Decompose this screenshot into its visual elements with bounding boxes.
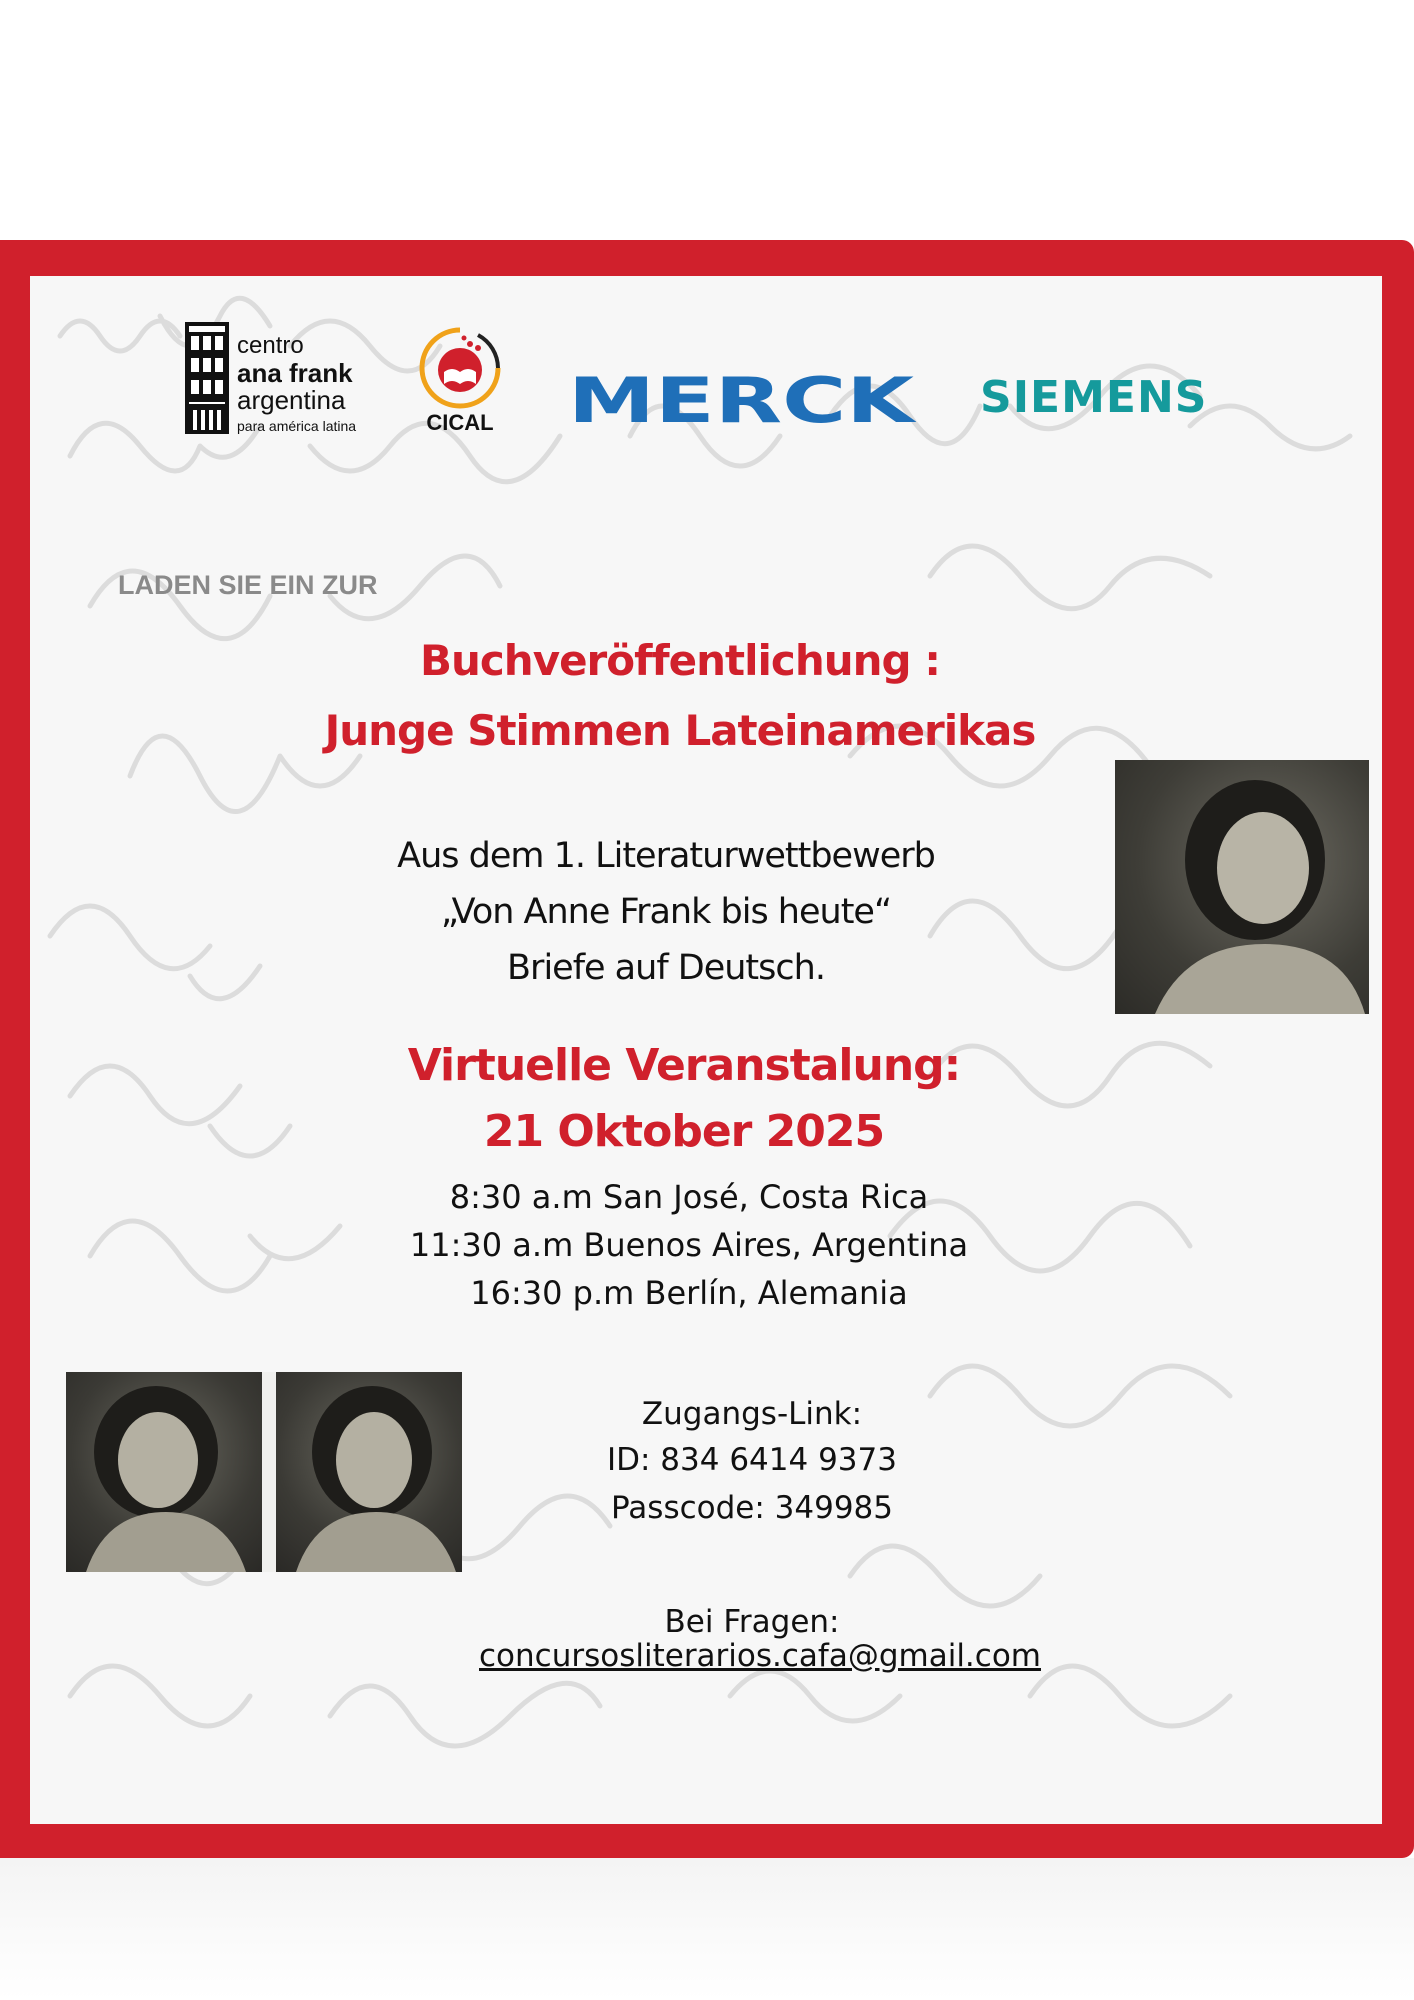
merck-logo-text: MERCK bbox=[568, 370, 916, 430]
competition-line-2: „Von Anne Frank bis heute“ bbox=[440, 892, 892, 932]
logo-line-centro: centro bbox=[237, 332, 304, 359]
invitation-kicker: LADEN SIE EIN ZUR bbox=[118, 570, 378, 600]
bottom-background bbox=[0, 1858, 1414, 2000]
event-time-argentina: 11:30 a.m Buenos Aires, Argentina bbox=[409, 1226, 969, 1264]
competition-line-1: Aus dem 1. Literaturwettbewerb bbox=[397, 836, 935, 876]
logo-line-argentina: argentina bbox=[237, 385, 346, 415]
meeting-passcode: Passcode: 349985 bbox=[611, 1490, 893, 1526]
centro-ana-frank-logo bbox=[185, 322, 375, 434]
access-link-label: Zugangs-Link: bbox=[641, 1396, 863, 1432]
logo-line-ana-frank: ana frank bbox=[237, 358, 353, 388]
event-time-costa-rica: 8:30 a.m San José, Costa Rica bbox=[449, 1178, 929, 1216]
open-book-icon bbox=[418, 326, 502, 410]
building-icon bbox=[185, 322, 229, 434]
questions-label: Bei Fragen: bbox=[664, 1604, 840, 1640]
merck-logo bbox=[568, 370, 916, 430]
centro-logo-text bbox=[237, 334, 356, 433]
event-time-berlin: 16:30 p.m Berlín, Alemania bbox=[470, 1274, 908, 1312]
portrait-photo-left-2 bbox=[276, 1372, 462, 1572]
logo-line-subtitle: para américa latina bbox=[237, 418, 357, 434]
meeting-id: ID: 834 6414 9373 bbox=[607, 1442, 897, 1478]
portrait-photo-left-1 bbox=[66, 1372, 262, 1572]
event-date: 21 Oktober 2025 bbox=[483, 1106, 885, 1157]
siemens-logo: SIEMENS bbox=[980, 372, 1208, 423]
event-heading: Virtuelle Veranstalung: bbox=[407, 1040, 961, 1091]
title-line-2: Junge Stimmen Lateinamerikas bbox=[324, 706, 1036, 755]
contact-email-link[interactable]: concursosliterarios.cafa@gmail.com bbox=[479, 1638, 1041, 1674]
photo-divider bbox=[262, 1372, 276, 1572]
title-line-1: Buchveröffentlichung : bbox=[419, 636, 941, 685]
cical-logo-text: CICAL bbox=[426, 410, 494, 435]
portrait-photo-right bbox=[1115, 760, 1369, 1014]
cical-logo bbox=[418, 326, 502, 438]
competition-line-3: Briefe auf Deutsch. bbox=[507, 948, 825, 988]
